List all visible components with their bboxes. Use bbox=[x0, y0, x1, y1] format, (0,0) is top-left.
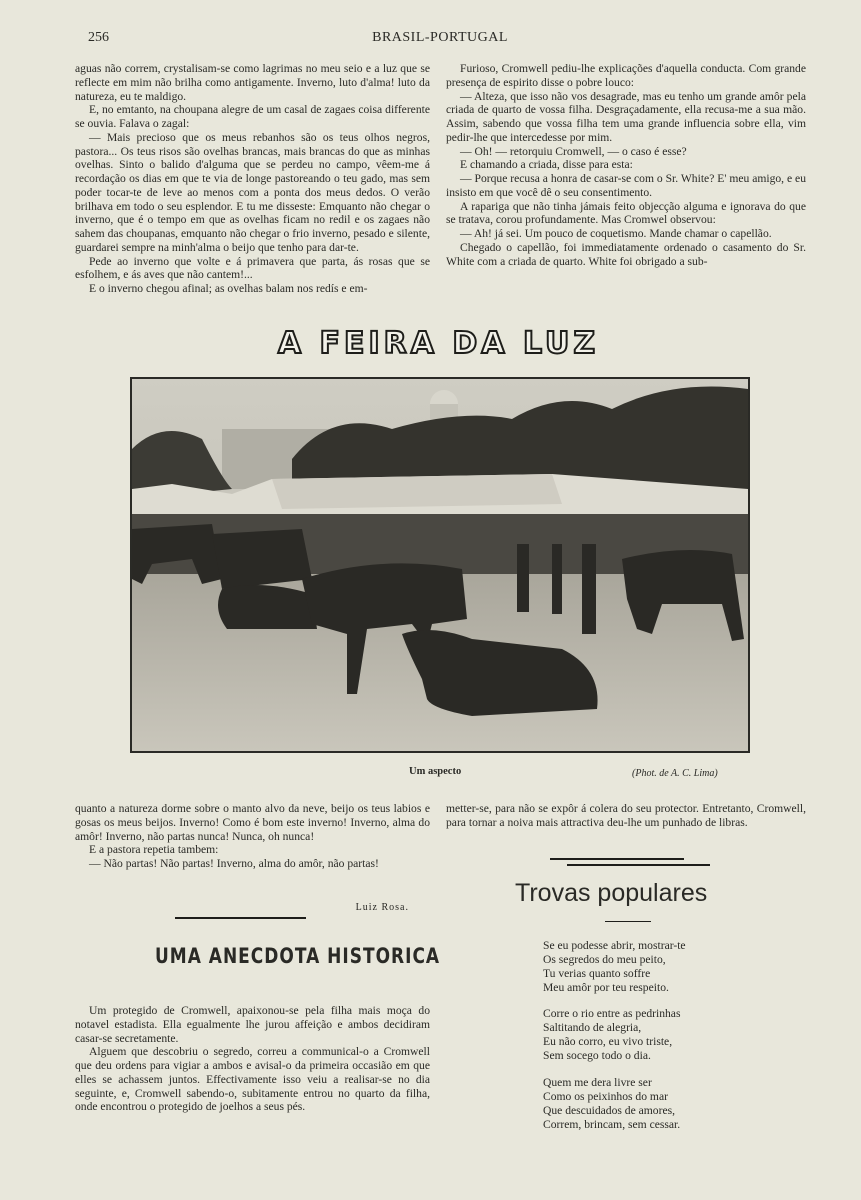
fair-photograph bbox=[130, 377, 750, 753]
paragraph: — Ah! já sei. Um pouco de coquetismo. Mande chamar o capellão. bbox=[460, 227, 772, 240]
running-title: BRASIL-PORTUGAL bbox=[372, 30, 508, 45]
paragraph: E, no emtanto, na choupana alegre de um casal de zagaes coisa differente se ouvia. Falava o zagal: bbox=[75, 103, 430, 130]
anecdote-title: UMA ANECDOTA HISTORICA bbox=[155, 944, 441, 969]
verse-line: Correm, brincam, sem cessar. bbox=[543, 1117, 681, 1131]
paragraph: — Não partas! Não partas! Inverno, alma do amôr, não partas! bbox=[89, 857, 379, 870]
paragraph: Alguem que descobriu o segredo, correu a communical-o a Cromwell que deu ordens para vigiar a ambos e avisal-o da primeira occasião em que elles se achassem juntos. Effectivamente isso veiu a realisar-se no dia seguinte, e, Cromwell sabendo-o, subitamente entrou no quarto da filha, onde encontrou o protegido de joelhos a seus pés. bbox=[75, 1045, 430, 1114]
trovas-title: Trovas populares bbox=[515, 879, 708, 907]
paragraph: E o inverno chegou afinal; as ovelhas balam nos redís e em- bbox=[89, 282, 368, 295]
verse-line: Sem socego todo o dia. bbox=[543, 1048, 651, 1062]
paragraph: metter-se, para não se expôr á colera do seu protector. Entretanto, Cromwell, para tornar a noiva mais attractiva deu-lhe um punhado de libras. bbox=[446, 802, 806, 829]
stanza bbox=[543, 1007, 680, 1063]
paragraph: Pede ao inverno que volte e á primavera que parta, ás rosas que se esfolhem, e ás aves que não cantem!... bbox=[75, 254, 430, 282]
verse-line: Quem me dera livre ser bbox=[543, 1076, 652, 1089]
top-right-column bbox=[446, 62, 806, 268]
photo-caption: Um aspecto bbox=[409, 766, 462, 777]
paragraph: aguas não correm, crystalisam-se como lagrimas no meu seio e a luz que se reflecte em mim não brilha como antigamente. Inverno, luto d'alma! luto da natureza, eu te maldigo. bbox=[75, 62, 430, 103]
paragraph: — Porque recusa a honra de casar-se com o Sr. White? E' meu amigo, e eu insisto em que você dê o seu consentimento. bbox=[446, 172, 806, 199]
top-left-column bbox=[75, 62, 430, 296]
title-underline bbox=[605, 921, 651, 922]
verse-line: Corre o rio entre as pedrinhas bbox=[543, 1007, 681, 1020]
stanza bbox=[543, 1076, 680, 1132]
paragraph: A rapariga que não tinha jámais feito objecção alguma e ignorava do que se tratava, corou profundamente. Mas Cromwel observou: bbox=[446, 199, 806, 227]
paragraph: E a pastora repetia tambem: bbox=[89, 843, 219, 857]
double-rule-top bbox=[550, 858, 684, 860]
verse-line: Saltitando de alegria, bbox=[543, 1020, 642, 1034]
verse-line: Como os peixinhos do mar bbox=[543, 1089, 668, 1103]
paragraph: Furioso, Cromwell pediu-lhe explicações d'aquella conducta. Com grande presença de espirito disse o pobre louco: bbox=[446, 62, 806, 89]
paragraph: — Mais precioso que os meus rebanhos são os teus olhos negros, pastora... Os teus risos são ovelhas brancas, mais brancas do que as minhas ovelhas. Sinto o balido d'alguma que se perdeu no campo, vêem-me á recordação os dias em que te via de longe pastoreando o teu gado, mas sem poder tocar-te de leve ao menos com a ponta dos meus dedos. O verão brilhava em todo o seu esplendor. E tu me disseste: Emquanto não chegar o inverno, que é o tempo em que as ovelhas ficam no redil e os zagaes não sahem das choupanas, emquanto não chegar o frio inverno, pesado e silente, guardarei sempre na minh'alma o beijo que tenho para dar-te. bbox=[75, 130, 430, 254]
paragraph: quanto a natureza dorme sobre o manto alvo da neve, beijo os teus labios e gosas os meus beijos. Inverno! Como é bom este inverno! Inverno, alma do amôr! Inverno, não partas nunca! Nunca, oh nunca! bbox=[75, 802, 430, 843]
stanza bbox=[543, 939, 686, 995]
author-signature: Luiz Rosa. bbox=[355, 902, 409, 913]
paragraph: Chegado o capellão, foi immediatamente ordenado o casamento do Sr. White com a criada de quarto. White foi obrigado a sub- bbox=[446, 240, 806, 268]
page-number: 256 bbox=[88, 30, 109, 45]
paragraph: E chamando a criada, disse para esta: bbox=[460, 158, 633, 172]
double-rule-bottom bbox=[567, 864, 710, 866]
paragraph: — Alteza, que isso não vos desagrade, mas eu tenho um grande amôr pela criada de quarto de vossa filha. Desgraçadamente, ella recusa-me a sua mão. Assim, sabendo que vossa filha tem uma grande influencia sobre ella, vim pedir-lhe que intercedesse por mim. bbox=[446, 89, 806, 144]
cattle-fair-image bbox=[132, 379, 748, 751]
paragraph: — Oh! — retorquiu Cromwell, — o caso é esse? bbox=[460, 144, 687, 158]
verse-line: Tu verias quanto soffre bbox=[543, 966, 651, 980]
verse-line: Os segredos do meu peito, bbox=[543, 952, 666, 966]
section-divider bbox=[175, 917, 306, 919]
photo-credit: (Phot. de A. C. Lima) bbox=[632, 768, 718, 779]
verse-line: Eu não corro, eu vivo triste, bbox=[543, 1034, 673, 1048]
verse-line: Meu amôr por teu respeito. bbox=[543, 980, 669, 994]
paragraph: Um protegido de Cromwell, apaixonou-se pela filha mais moça do notavel estadista. Ella egualmente lhe jurou affeição e ambos decidiram casar-se secretamente. bbox=[75, 1004, 430, 1045]
feature-title: A FEIRA DA LUZ bbox=[277, 326, 600, 361]
verse-line: Que descuidados de amores, bbox=[543, 1103, 675, 1117]
anecdote-body bbox=[75, 1004, 430, 1114]
verse-line: Se eu podesse abrir, mostrar-te bbox=[543, 939, 686, 952]
bottom-left-column bbox=[75, 802, 430, 871]
bottom-right-column bbox=[446, 802, 806, 830]
